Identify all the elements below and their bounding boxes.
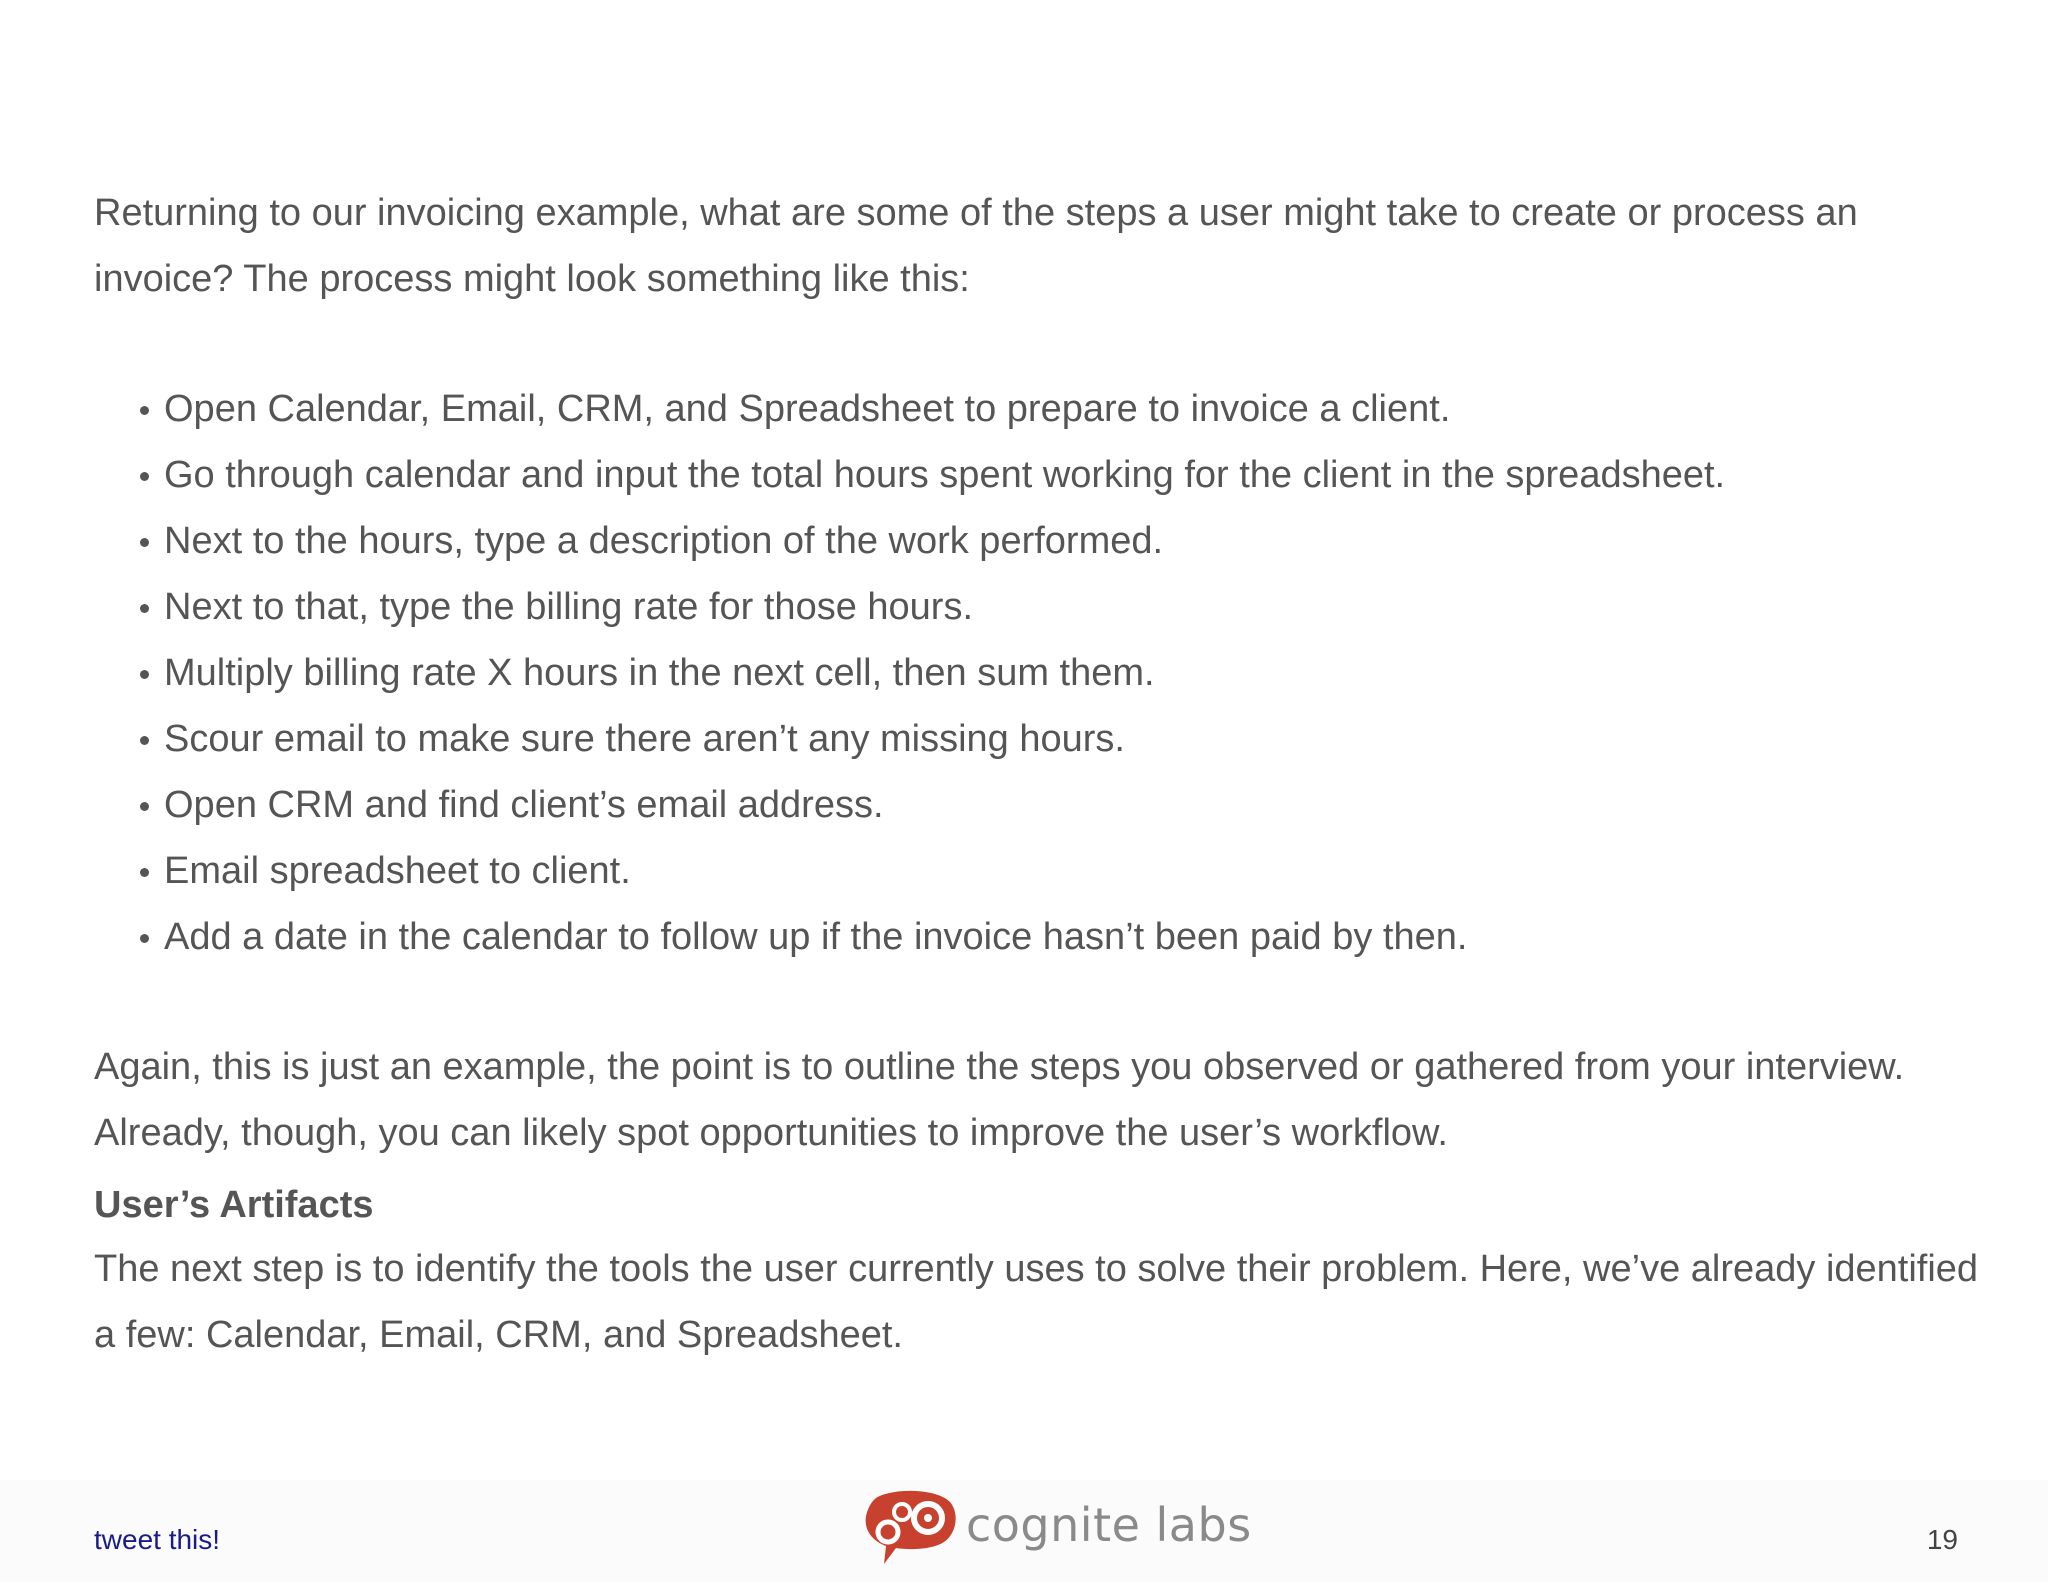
bullet-icon	[140, 868, 149, 877]
tweet-link[interactable]: tweet this!	[94, 1524, 221, 1555]
list-item-text: Next to that, type the billing rate for those hours.	[164, 586, 974, 628]
list-item-text: Open CRM and find client’s email address.	[164, 784, 884, 826]
list-item-text: Multiply billing rate X hours in the next cell, then sum them.	[164, 652, 1155, 694]
bullet-icon	[140, 934, 149, 943]
steps-list	[94, 376, 1984, 970]
list-item	[140, 574, 1984, 640]
list-item	[140, 640, 1984, 706]
logo-text: cognite labs	[966, 1498, 1252, 1552]
list-item	[140, 904, 1984, 970]
bullet-icon	[140, 802, 149, 811]
section-body: The next step is to identify the tools the user currently uses to solve their problem. Here, we’ve already identified a few: Calendar, Email, CRM, and Spreadsheet.	[94, 1248, 1979, 1356]
list-item-text: Scour email to make sure there aren’t any missing hours.	[164, 718, 1125, 760]
page-number: 19	[1926, 1524, 1958, 1555]
list-item-text: Next to the hours, type a description of the work performed.	[164, 520, 1164, 562]
cognite-labs-logo	[862, 1490, 1252, 1570]
bullet-icon	[140, 538, 149, 547]
page-content	[94, 180, 1984, 1368]
bullet-icon	[140, 604, 149, 613]
list-item	[140, 442, 1984, 508]
list-item	[140, 376, 1984, 442]
list-item-text: Open Calendar, Email, CRM, and Spreadsheet to prepare to invoice a client.	[164, 388, 1451, 430]
bullet-icon	[140, 736, 149, 745]
list-item-text: Go through calendar and input the total hours spent working for the client in the spreadsheet.	[164, 454, 1726, 496]
list-item-text: Add a date in the calendar to follow up if the invoice hasn’t been paid by then.	[164, 916, 1468, 958]
list-item	[140, 772, 1984, 838]
list-item	[140, 508, 1984, 574]
bullet-icon	[140, 670, 149, 679]
bullet-icon	[140, 472, 149, 481]
intro-paragraph: Returning to our invoicing example, what are some of the steps a user might take to create or process an invoice? The process might look something like this:	[94, 192, 1858, 300]
brain-gears-logo-icon	[862, 1490, 958, 1570]
section-heading: User’s Artifacts	[94, 1184, 374, 1226]
list-item-text: Email spreadsheet to client.	[164, 850, 631, 892]
page-footer	[0, 1480, 2048, 1582]
list-item	[140, 706, 1984, 772]
bullet-icon	[140, 406, 149, 415]
outro-paragraph: Again, this is just an example, the point is to outline the steps you observed or gathered from your interview. Already, though, you can likely spot opportunities to improve the user’s workflow.	[94, 1046, 1905, 1154]
list-item	[140, 838, 1984, 904]
